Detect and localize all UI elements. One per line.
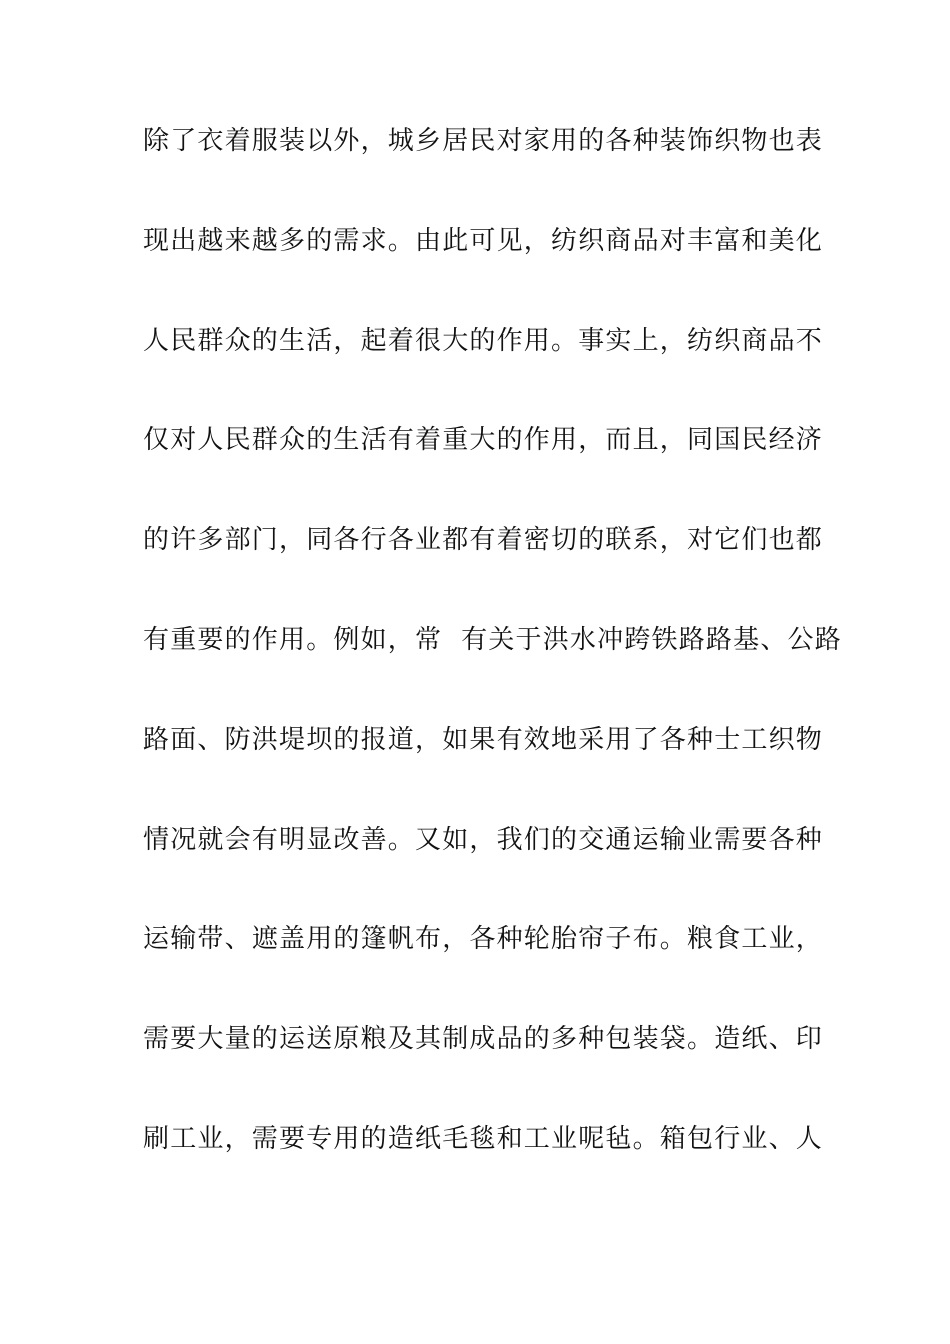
body-text <box>143 118 842 1216</box>
text-line: 人民群众的生活，起着很大的作用。事实上，纺织商品不 <box>143 325 824 356</box>
text-line: 仅对人民群众的生活有着重大的作用，而且，同国民经济 <box>143 425 824 456</box>
text-line: 有重要的作用。例如，常 有关于洪水冲跨铁路路基、公路 <box>143 624 842 655</box>
text-line: 需要大量的运送原粮及其制成品的多种包装袋。造纸、印 <box>143 1024 824 1055</box>
text-line: 刷工业，需要专用的造纸毛毯和工业呢毡。箱包行业、人 <box>143 1123 824 1154</box>
text-line: 除了衣着服装以外，城乡居民对家用的各种装饰织物也表 <box>143 126 824 156</box>
text-line: 路面、防洪堤坝的报道，如果有效地采用了各种士工织物 <box>143 724 824 755</box>
text-line: 现出越来越多的需求。由此可见，纺织商品对丰富和美化 <box>143 225 824 256</box>
text-line: 的许多部门，同各行各业都有着密切的联系，对它们也都 <box>143 525 824 556</box>
text-line: 运输带、遮盖用的篷帆布，各种轮胎帘子布。粮食工业， <box>143 924 824 955</box>
text-line: 情况就会有明显改善。又如，我们的交通运输业需要各种 <box>143 824 824 855</box>
